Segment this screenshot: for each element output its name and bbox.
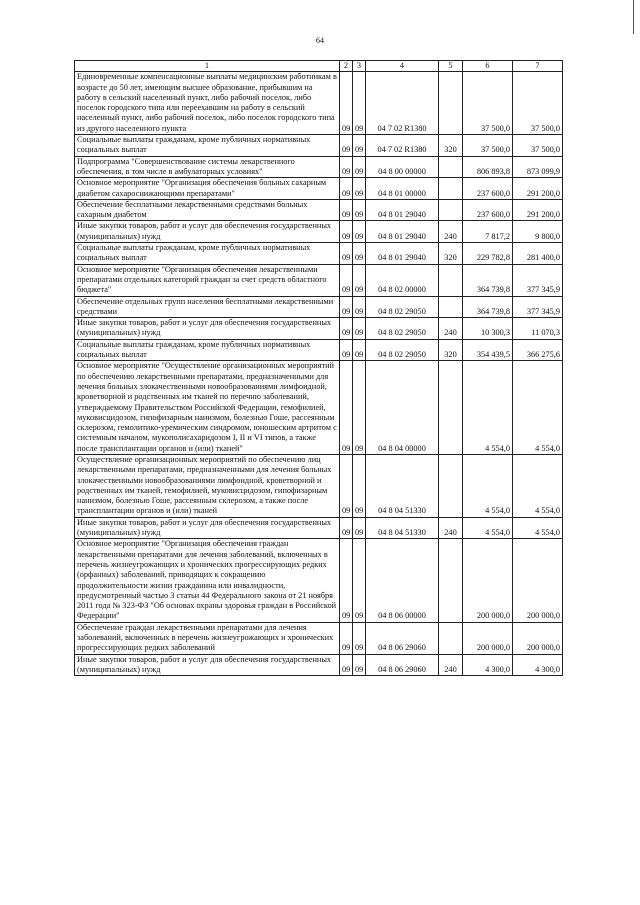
section-cell: 09 [340,654,353,676]
subsection-cell: 09 [353,339,366,361]
amount-year-2-cell: 377 345,9 [513,296,563,318]
target-article-cell: 04 8 04 51330 [366,454,439,517]
amount-year-2-cell: 11 070,3 [513,318,563,340]
expense-type-cell: 320 [439,339,463,361]
scan-edge-line [633,0,634,34]
target-article-cell: 04 8 02 29050 [366,318,439,340]
description-cell: Основное мероприятие "Организация обеспечения больных сахарным диабетом сахароснижающими препаратами" [75,178,340,200]
amount-year-2-cell: 366 275,6 [513,339,563,361]
subsection-cell: 09 [353,622,366,654]
table-row [75,135,563,157]
page-number: 64 [316,36,324,45]
subsection-cell: 09 [353,539,366,622]
description-cell: Социальные выплаты гражданам, кроме публичных нормативных социальных выплат [75,243,340,265]
subsection-cell: 09 [353,243,366,265]
budget-table [74,60,563,676]
expense-type-cell [439,361,463,455]
target-article-cell: 04 7 02 R1380 [366,72,439,135]
expense-type-cell [439,72,463,135]
section-cell: 09 [340,361,353,455]
description-cell: Обеспечение граждан лекарственными препаратами для лечения заболеваний, включенных в перечень жизнеугрожающих и хронических прогрессирующих редких заболеваний [75,622,340,654]
header-cell: 5 [439,61,463,72]
target-article-cell: 04 8 06 29060 [366,622,439,654]
section-cell: 09 [340,135,353,157]
amount-year-2-cell: 37 500,0 [513,72,563,135]
amount-year-2-cell: 873 099,9 [513,156,563,178]
expense-type-cell [439,454,463,517]
section-cell: 09 [340,264,353,296]
section-cell: 09 [340,156,353,178]
section-cell: 09 [340,539,353,622]
section-cell: 09 [340,243,353,265]
table-header-row [75,61,563,72]
table-row [75,539,563,622]
amount-year-1-cell: 37 500,0 [463,72,513,135]
amount-year-1-cell: 229 782,8 [463,243,513,265]
target-article-cell: 04 8 00 00000 [366,156,439,178]
description-cell: Подпрограмма "Совершенствование системы лекарственного обеспечения, в том числе в амбулаторных условиях" [75,156,340,178]
amount-year-1-cell: 237 600,0 [463,178,513,200]
amount-year-2-cell: 200 000,0 [513,622,563,654]
subsection-cell: 09 [353,361,366,455]
amount-year-1-cell: 364 739,8 [463,264,513,296]
expense-type-cell [439,539,463,622]
subsection-cell: 09 [353,264,366,296]
expense-type-cell: 240 [439,221,463,243]
subsection-cell: 09 [353,178,366,200]
amount-year-2-cell: 291 200,0 [513,178,563,200]
expense-type-cell [439,264,463,296]
header-cell: 4 [366,61,439,72]
target-article-cell: 04 8 01 29040 [366,221,439,243]
amount-year-2-cell: 4 554,0 [513,454,563,517]
subsection-cell: 09 [353,517,366,539]
amount-year-1-cell: 4 554,0 [463,361,513,455]
amount-year-1-cell: 10 300,3 [463,318,513,340]
amount-year-2-cell: 4 554,0 [513,517,563,539]
amount-year-2-cell: 37 500,0 [513,135,563,157]
amount-year-1-cell: 37 500,0 [463,135,513,157]
amount-year-2-cell: 281 400,0 [513,243,563,265]
header-cell: 6 [463,61,513,72]
table-row [75,264,563,296]
target-article-cell: 04 8 02 29050 [366,339,439,361]
section-cell: 09 [340,318,353,340]
subsection-cell: 09 [353,296,366,318]
expense-type-cell [439,296,463,318]
subsection-cell: 09 [353,135,366,157]
subsection-cell: 09 [353,654,366,676]
description-cell: Обеспечение отдельных групп населения бесплатными лекарственными средствами [75,296,340,318]
table-row [75,199,563,221]
subsection-cell: 09 [353,156,366,178]
amount-year-1-cell: 354 439,5 [463,339,513,361]
header-cell: 1 [75,61,340,72]
section-cell: 09 [340,622,353,654]
target-article-cell: 04 8 04 00000 [366,361,439,455]
amount-year-2-cell: 377 345,9 [513,264,563,296]
table-row [75,318,563,340]
table-row [75,622,563,654]
header-cell: 7 [513,61,563,72]
target-article-cell: 04 8 02 29050 [366,296,439,318]
section-cell: 09 [340,296,353,318]
amount-year-1-cell: 4 554,0 [463,454,513,517]
table-row [75,654,563,676]
description-cell: Основное мероприятие "Организация обеспечения лекарственными препаратами отдельных категорий граждан за счет средств областного бюджета" [75,264,340,296]
section-cell: 09 [340,339,353,361]
subsection-cell: 09 [353,199,366,221]
section-cell: 09 [340,199,353,221]
expense-type-cell: 240 [439,517,463,539]
expense-type-cell: 240 [439,318,463,340]
expense-type-cell [439,199,463,221]
description-cell: Единовременные компенсационные выплаты медицинским работникам в возрасте до 50 лет, имеющим высшее образование, прибывшим на работу в сельский населенный пункт, либо рабочий поселок, либо поселок городского типа или переехавшим на работу в сельский населенный пункт, либо рабочий поселок, либо поселок городского типа из другого населенного пункта [75,72,340,135]
amount-year-1-cell: 806 893,8 [463,156,513,178]
amount-year-2-cell: 4 554,0 [513,361,563,455]
table-row [75,296,563,318]
amount-year-1-cell: 4 554,0 [463,517,513,539]
section-cell: 09 [340,72,353,135]
table-row [75,361,563,455]
description-cell: Социальные выплаты гражданам, кроме публичных нормативных социальных выплат [75,339,340,361]
table-row [75,221,563,243]
table-row [75,339,563,361]
target-article-cell: 04 8 02 00000 [366,264,439,296]
table-row [75,72,563,135]
section-cell: 09 [340,178,353,200]
header-cell: 2 [340,61,353,72]
amount-year-1-cell: 364 739,8 [463,296,513,318]
target-article-cell: 04 8 04 51330 [366,517,439,539]
expense-type-cell [439,622,463,654]
amount-year-2-cell: 9 800,0 [513,221,563,243]
expense-type-cell: 320 [439,135,463,157]
expense-type-cell: 240 [439,654,463,676]
description-cell: Основное мероприятие "Организация обеспечения граждан лекарственными препаратами для лечения заболеваний, включенных в перечень жизнеугрожающих и хронических прогрессирующих редких (орфанных) заболеваний, приводящих к сокращению продолжительности жизни гражданина или инвалидности, предусмотренный частью 3 статьи 44 Федерального закона от 21 ноября 2011 года № 323-ФЗ "Об основах охраны здоровья граждан в Российской Федерации" [75,539,340,622]
amount-year-1-cell: 4 300,0 [463,654,513,676]
amount-year-2-cell: 4 300,0 [513,654,563,676]
amount-year-2-cell: 200 000,0 [513,539,563,622]
description-cell: Иные закупки товаров, работ и услуг для обеспечения государственных (муниципальных) нужд [75,318,340,340]
target-article-cell: 04 8 06 29060 [366,654,439,676]
description-cell: Осуществление организационных мероприятий по обеспечению лиц лекарственными препаратами, предназначенными для лечения больных злокачественными новообразованиями лимфоидной, кроветворной и родственных им тканей, гемофилией, муковисцидозом, гипофизарным нанизмом, болезнью Гоше, рассеянным склерозом, а также после трансплантации органов и (или) тканей [75,454,340,517]
description-cell: Обеспечение бесплатными лекарственными средствами больных сахарным диабетом [75,199,340,221]
expense-type-cell: 320 [439,243,463,265]
subsection-cell: 09 [353,454,366,517]
section-cell: 09 [340,221,353,243]
subsection-cell: 09 [353,318,366,340]
table-body [75,72,563,676]
table-row [75,178,563,200]
description-cell: Иные закупки товаров, работ и услуг для обеспечения государственных (муниципальных) нужд [75,654,340,676]
expense-type-cell [439,156,463,178]
amount-year-1-cell: 200 000,0 [463,622,513,654]
target-article-cell: 04 7 02 R1380 [366,135,439,157]
target-article-cell: 04 8 01 00000 [366,178,439,200]
amount-year-1-cell: 200 000,0 [463,539,513,622]
table-row [75,156,563,178]
amount-year-1-cell: 237 600,0 [463,199,513,221]
table-row [75,517,563,539]
description-cell: Иные закупки товаров, работ и услуг для обеспечения государственных (муниципальных) нужд [75,517,340,539]
section-cell: 09 [340,517,353,539]
target-article-cell: 04 8 06 00000 [366,539,439,622]
target-article-cell: 04 8 01 29040 [366,199,439,221]
target-article-cell: 04 8 01 29040 [366,243,439,265]
table-row [75,454,563,517]
table-row [75,243,563,265]
subsection-cell: 09 [353,221,366,243]
description-cell: Иные закупки товаров, работ и услуг для обеспечения государственных (муниципальных) нужд [75,221,340,243]
description-cell: Основное мероприятие "Осуществление организационных мероприятий по обеспечению лекарственными препаратами, предназначенными для лечения больных злокачественными новообразованиями лимфоидной, кроветворной и родственных им тканей по перечню заболеваний, утверждаемому Правительством Российской Федерации, гемофилией, муковисцидозом, гипофизарным нанизмом, болезнью Гоше, рассеянным склерозом, гемолитико-уремическим синдромом, юношеским артритом с системным началом, мукополисахаридозом I, II и VI типов, а также после трансплантации органов и (или) тканей" [75,361,340,455]
amount-year-2-cell: 291 200,0 [513,199,563,221]
description-cell: Социальные выплаты гражданам, кроме публичных нормативных социальных выплат [75,135,340,157]
amount-year-1-cell: 7 817,2 [463,221,513,243]
subsection-cell: 09 [353,72,366,135]
expense-type-cell [439,178,463,200]
section-cell: 09 [340,454,353,517]
header-cell: 3 [353,61,366,72]
